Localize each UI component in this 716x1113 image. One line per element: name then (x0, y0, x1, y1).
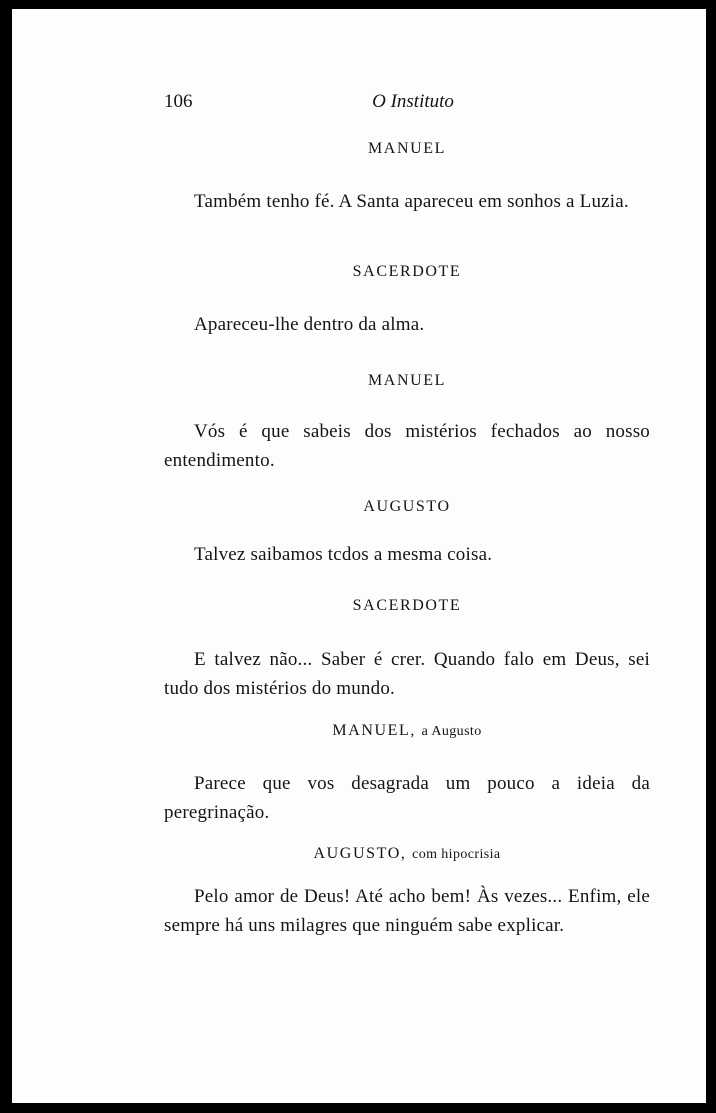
speech-text: Apareceu-lhe dentro da alma. (194, 314, 425, 335)
speaker-label: SACERDOTE (352, 263, 462, 280)
page-header (164, 91, 650, 117)
stage-direction: a Augusto (421, 724, 482, 739)
speech-text: Parece que vos desagrada um pouco a ideia da peregrinação. (164, 773, 650, 823)
stage-direction: com hipocrisia (412, 847, 501, 862)
speech-text: E talvez não... Saber é crer. Quando falo em Deus, sei tudo dos mistérios do mundo. (164, 649, 650, 699)
book-page (12, 9, 706, 1103)
speaker-name (164, 262, 650, 282)
speaker-label: MANUEL (367, 140, 447, 157)
speech-text: Vós é que sabeis dos mistérios fechados ao nosso entendimento. (164, 421, 650, 471)
speech-text: Também tenho fé. A Santa apareceu em sonhos a Luzia. (194, 191, 629, 212)
speech-text: Pelo amor de Deus! Até acho bem! Às vezes... Enfim, ele sempre há uns milagres que ninguém sabe explicar. (164, 886, 650, 936)
speaker-label: AUGUSTO (363, 498, 451, 515)
speaker-label: AUGUSTO, (313, 845, 407, 862)
page-number: 106 (164, 91, 193, 112)
speech-text: Talvez saibamos tcdos a mesma coisa. (194, 544, 493, 565)
running-title: O Instituto (372, 91, 454, 112)
speaker-label: SACERDOTE (352, 597, 462, 614)
speaker-label: MANUEL (367, 372, 447, 389)
speaker-name (164, 497, 650, 517)
speaker-name (164, 139, 650, 159)
speaker-label: MANUEL, (332, 722, 417, 739)
speaker-name (164, 596, 650, 616)
speaker-name (164, 371, 650, 391)
speaker-name (164, 844, 650, 865)
speaker-name (164, 721, 650, 742)
